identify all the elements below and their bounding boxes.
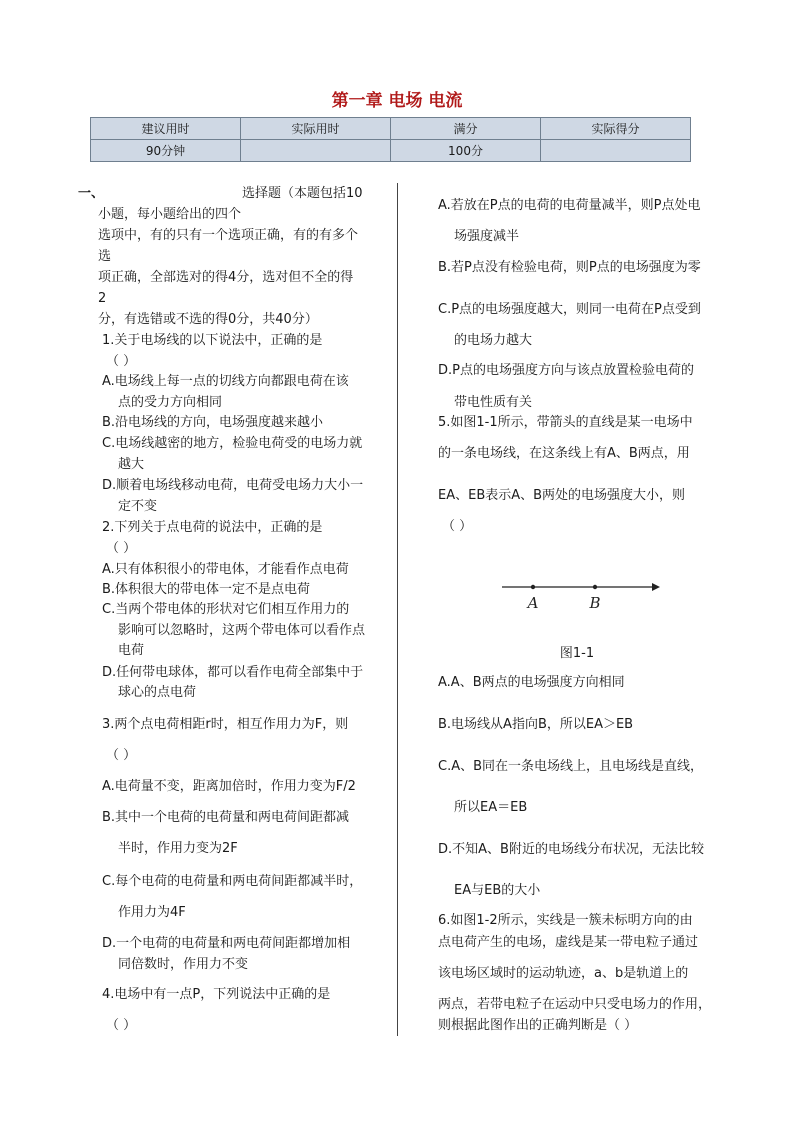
option-text: 球心的点电荷 <box>118 685 197 700</box>
text-line: 项正确，全部选对的得4分，选对但不全的得 <box>98 270 354 285</box>
table-value-row <box>91 140 691 162</box>
option-text: D.顺着电场线移动电荷，电荷受电场力大小一 <box>102 478 364 493</box>
text-line: 两点，若带电粒子在运动中只受电场力的作用， <box>438 997 712 1012</box>
section-number: 一、 <box>78 186 105 201</box>
option-text: C.P点的电场强度越大，则同一电荷在P点受到 <box>438 302 701 317</box>
option-text: 作用力为4F <box>118 905 186 920</box>
option-text: B.体积很大的带电体一定不是点电荷 <box>102 582 311 597</box>
option-text: B.电场线从A指向B，所以EA＞EB <box>438 717 634 732</box>
table-header-row <box>91 118 691 140</box>
question-1-stem: 1.关于电场线的以下说法中，正确的是 <box>102 333 323 348</box>
option-text: C.当两个带电体的形状对它们相互作用力的 <box>102 602 350 617</box>
option-text: 越大 <box>118 457 145 472</box>
option-text: 电荷 <box>118 643 145 658</box>
value-actual-score[interactable] <box>541 140 691 162</box>
header-suggested-time: 建议用时 <box>91 118 241 140</box>
question-5-stem: 5.如图1-1所示，带箭头的直线是某一电场中 <box>438 415 693 430</box>
answer-blank: （ ） <box>106 748 137 763</box>
option-text: 所以EA＝EB <box>454 800 528 815</box>
option-text: C.A、B同在一条电场线上，且电场线是直线， <box>438 759 704 774</box>
option-text: D.不知A、B附近的电场线分布状况，无法比较 <box>438 842 704 857</box>
option-text: C.电场线越密的地方，检验电荷受的电场力就 <box>102 436 363 451</box>
text-line: 分，有选错或不选的得0分，共40分） <box>98 312 318 327</box>
header-actual-time: 实际用时 <box>241 118 391 140</box>
figure-caption: 图1-1 <box>559 646 595 661</box>
option-text: B.其中一个电荷的电荷量和两电荷间距都减 <box>102 810 350 825</box>
option-text: EA与EB的大小 <box>454 883 541 898</box>
page-title: 第一章 电场 电流 <box>331 91 463 111</box>
point-b-label: B <box>589 594 601 612</box>
text-line: 则根据此图作出的正确判断是（ ） <box>438 1018 638 1033</box>
arrowhead-icon <box>652 583 660 591</box>
point-a-label: A <box>527 594 539 612</box>
text-line: 该电场区域时的运动轨迹，a、b是轨道上的 <box>438 966 689 981</box>
field-line-figure <box>500 574 660 614</box>
column-divider <box>397 183 398 1036</box>
option-text: 定不变 <box>118 499 158 514</box>
option-text: 带电性质有关 <box>454 395 533 410</box>
point-b-dot <box>593 585 597 589</box>
text-line: 2 <box>98 291 107 306</box>
option-text: 的电场力越大 <box>454 333 533 348</box>
question-2-stem: 2.下列关于点电荷的说法中，正确的是 <box>102 520 323 535</box>
time-score-table <box>90 117 691 162</box>
option-text: 点的受力方向相同 <box>118 395 223 410</box>
option-text: D.一个电荷的电荷量和两电荷间距都增加相 <box>102 936 351 951</box>
point-a-dot <box>531 585 535 589</box>
option-text: 场强度减半 <box>454 229 520 244</box>
value-actual-time[interactable] <box>241 140 391 162</box>
option-text: A.A、B两点的电场强度方向相同 <box>438 675 625 690</box>
option-text: 影响可以忽略时，这两个带电体可以看作点 <box>118 623 366 638</box>
header-actual-score: 实际得分 <box>541 118 691 140</box>
value-full-score: 100分 <box>391 140 541 162</box>
question-4-stem: 4.电场中有一点P，下列说法中正确的是 <box>102 987 331 1002</box>
value-suggested-time: 90分钟 <box>91 140 241 162</box>
option-text: A.电场线上每一点的切线方向都跟电荷在该 <box>102 374 349 389</box>
option-text: 半时，作用力变为2F <box>118 841 238 856</box>
answer-blank: （ ） <box>106 541 137 556</box>
text-line: EA、EB表示A、B两处的电场强度大小，则 <box>438 488 686 503</box>
text-line: 小题，每小题给出的四个 <box>98 207 242 222</box>
option-text: B.若P点没有检验电荷，则P点的电场强度为零 <box>438 260 701 275</box>
answer-blank: （ ） <box>442 519 473 534</box>
text-line: 点电荷产生的电场，虚线是某一带电粒子通过 <box>438 935 699 950</box>
section-heading: 选择题（本题包括10 <box>242 186 363 201</box>
question-6-stem: 6.如图1-2所示，实线是一簇未标明方向的由 <box>438 913 693 928</box>
answer-blank: （ ） <box>106 1018 137 1033</box>
option-text: A.只有体积很小的带电体，才能看作点电荷 <box>102 562 349 577</box>
text-line: 选 <box>98 249 112 264</box>
option-text: C.每个电荷的电荷量和两电荷间距都减半时， <box>102 874 363 889</box>
option-text: D.P点的电场强度方向与该点放置检验电荷的 <box>438 363 694 378</box>
text-line: 的一条电场线，在这条线上有A、B两点，用 <box>438 446 690 461</box>
option-text: A.电荷量不变，距离加倍时，作用力变为F/2 <box>102 779 356 794</box>
option-text: B.沿电场线的方向，电场强度越来越小 <box>102 415 324 430</box>
header-full-score: 满分 <box>391 118 541 140</box>
option-text: D.任何带电球体，都可以看作电荷全部集中于 <box>102 665 364 680</box>
option-text: A.若放在P点的电荷的电荷量减半，则P点处电 <box>438 198 701 213</box>
option-text: 同倍数时，作用力不变 <box>118 957 249 972</box>
text-line: 选项中，有的只有一个选项正确，有的有多个 <box>98 228 359 243</box>
answer-blank: （ ） <box>106 354 137 369</box>
question-3-stem: 3.两个点电荷相距r时，相互作用力为F，则 <box>102 717 349 732</box>
